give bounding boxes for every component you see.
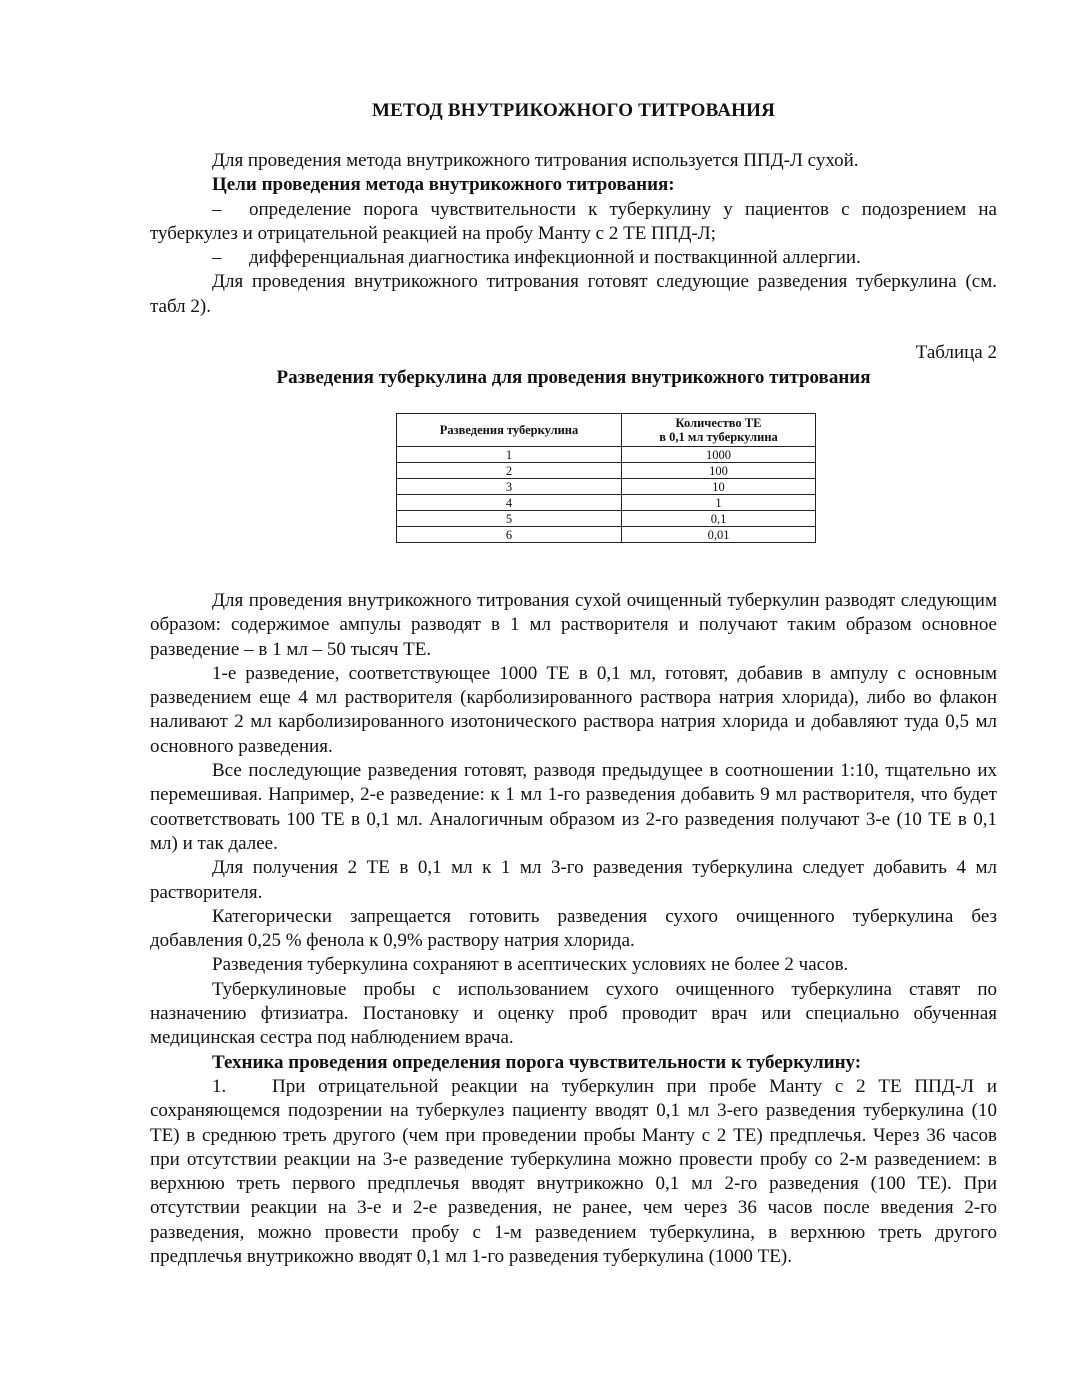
table-caption: Разведения туберкулина для проведения внутрикожного титрования: [276, 367, 871, 388]
goal-item: [150, 198, 997, 247]
header-dilution: Разведения туберкулина: [397, 414, 622, 447]
dilution-cell: 6: [397, 527, 622, 543]
intro-section: [150, 149, 997, 319]
te-cell: 100: [622, 463, 816, 479]
body-paragraph: Разведения туберкулина сохраняют в асептических условиях не более 2 часов.: [212, 954, 849, 976]
table-row: [397, 511, 816, 527]
body-paragraph: Все последующие разведения готовят, разводя предыдущее в соотношении 1:10, тщательно их перемешивая. Например, 2-е разведение: к 1 мл 1-го разведения добавить 9 мл растворителя, что будет соответствовать 100 ТЕ в 0,1 мл. Аналогичным образом из 2-го разведения получают 3-е (10 ТЕ в 0,1 мл) и так далее.: [150, 760, 997, 854]
technique-item: [150, 1075, 997, 1269]
dilution-cell: 1: [397, 447, 622, 463]
table-row: [397, 495, 816, 511]
body-paragraph: Для проведения внутрикожного титрования сухой очищенный туберкулин разводят следующим образом: содержимое ампулы разводят в 1 мл растворителя и получают таким образом основное разведение – в 1 мл – 50 тысяч ТЕ.: [150, 590, 997, 660]
table-label: Таблица 2: [915, 342, 997, 363]
technique-heading: Техника проведения определения порога чувствительности к туберкулину:: [212, 1051, 862, 1073]
table-header-row: [397, 414, 816, 447]
body-paragraph: Для получения 2 ТЕ в 0,1 мл к 1 мл 3-го разведения туберкулина следует добавить 4 мл растворителя.: [150, 857, 997, 903]
dilution-cell: 5: [397, 511, 622, 527]
dilution-cell: 3: [397, 479, 622, 495]
dilution-table: [396, 413, 816, 543]
body-paragraph: Туберкулиновые пробы с использованием сухого очищенного туберкулина ставят по назначению фтизиатра. Постановку и оценку проб проводит врач или специально обученная медицинская сестра под наблюдением врача.: [150, 978, 997, 1049]
goals-heading: Цели проведения метода внутрикожного титрования:: [212, 174, 675, 196]
dash-bullet: –: [212, 198, 222, 220]
item-text: При отрицательной реакции на туберкулин при пробе Манту с 2 ТЕ ППД-Л и сохраняющемся подозрении на туберкулез пациенту вводят 0,1 мл 3-его разведения туберкулина (10 ТЕ) в среднюю треть другого (чем при проведении пробы Манту с 2 ТЕ) предплечья. Через 36 часов при отсутствии реакции на 3-е разведение туберкулина можно провести пробу со 2-м разведением: в верхнюю треть первого предплечья вводят внутрикожно 0,1 мл 2-го разведения (100 ТЕ). При отсутствии реакции на 3-е и 2-е разведения, не ранее, чем через 36 часов после введения 2-го разведения, можно провести пробу с 1-м разведением туберкулина, в верхнюю треть другого предплечья внутрикожно вводят 0,1 мл 1-го разведения туберкулина (1000 ТЕ).: [150, 1075, 997, 1268]
te-cell: 10: [622, 479, 816, 495]
intro-paragraph: Для проведения метода внутрикожного титрования используется ППД-Л сухой.: [212, 150, 859, 171]
table-row: [397, 479, 816, 495]
goal-item: [150, 246, 997, 270]
table-row: [397, 527, 816, 543]
dilution-cell: 4: [397, 495, 622, 511]
header-te: Количество ТЕ в 0,1 мл туберкулина: [622, 414, 816, 447]
te-cell: 0,1: [622, 511, 816, 527]
intro-paragraph: Для проведения внутрикожного титрования готовят следующие разведения туберкулина (см. табл 2).: [150, 271, 997, 317]
te-cell: 1000: [622, 447, 816, 463]
body-section: [150, 589, 997, 1269]
table-row: [397, 447, 816, 463]
item-number: 1.: [212, 1075, 227, 1097]
page-title: МЕТОД ВНУТРИКОЖНОГО ТИТРОВАНИЯ: [371, 100, 776, 121]
te-cell: 0,01: [622, 527, 816, 543]
dash-bullet: –: [212, 247, 222, 269]
dilution-cell: 2: [397, 463, 622, 479]
te-cell: 1: [622, 495, 816, 511]
body-paragraph: Категорически запрещается готовить разведения сухого очищенного туберкулина без добавления 0,25 % фенола к 0,9% раствору натрия хлорида.: [150, 905, 997, 952]
goal-text: дифференциальная диагностика инфекционной и поствакцинной аллергии.: [249, 247, 861, 269]
body-paragraph: 1-е разведение, соответствующее 1000 ТЕ в 0,1 мл, готовят, добавив в ампулу с основным разведением еще 4 мл растворителя (карболизированного раствора натрия хлорида), либо во флакон наливают 2 мл карболизированного изотонического раствора натрия хлорида и добавляют туда 0,5 мл основного разведения.: [150, 662, 997, 757]
table-row: [397, 463, 816, 479]
goal-text: определение порога чувствительности к туберкулину у пациентов с подозрением на туберкулез и отрицательной реакцией на пробу Манту с 2 ТЕ ППД-Л;: [150, 198, 997, 244]
